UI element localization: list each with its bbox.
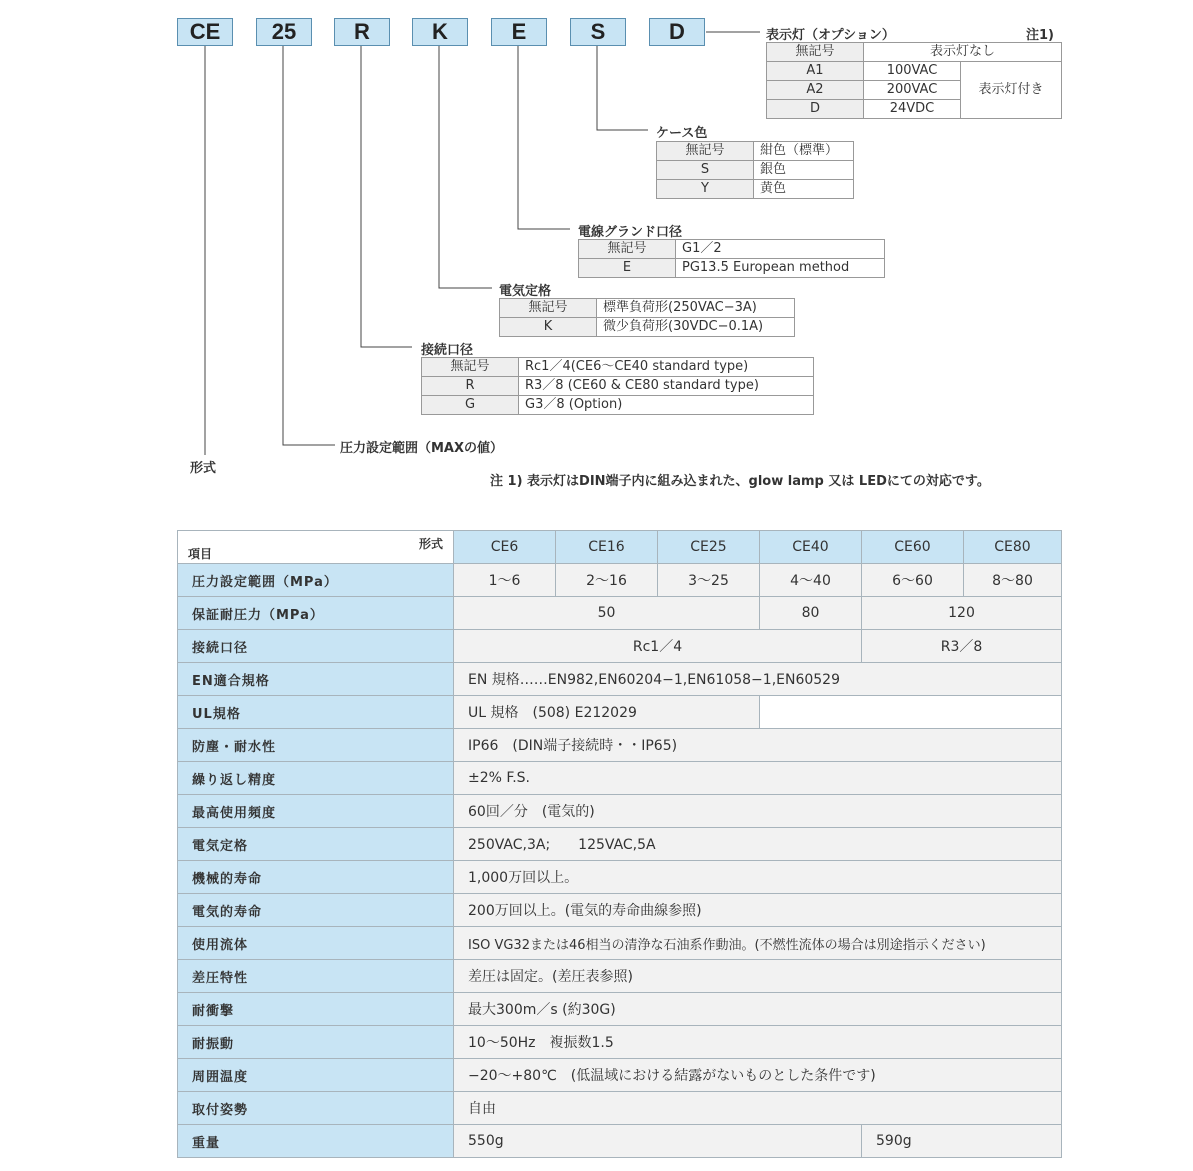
table-cell: 550g xyxy=(454,1125,862,1158)
line-rating xyxy=(439,45,492,288)
gland-code: 無記号 xyxy=(579,240,676,259)
table-cell: 4〜40 xyxy=(760,564,862,597)
rating-code: K xyxy=(500,318,597,337)
table-row xyxy=(178,1026,1062,1059)
rating-value: 標準負荷形(250VAC−3A) xyxy=(597,299,795,318)
table-row xyxy=(178,828,1062,861)
table-cell: 3〜25 xyxy=(658,564,760,597)
model-header: CE6 xyxy=(454,531,556,564)
table-row xyxy=(178,1125,1062,1158)
rating-code: 無記号 xyxy=(500,299,597,318)
code-box-k: K xyxy=(412,18,468,46)
model-label: 形式 xyxy=(190,461,217,476)
indicator-code: A2 xyxy=(767,81,864,100)
code-box-r: R xyxy=(334,18,390,46)
model-header: CE25 xyxy=(658,531,760,564)
case-color-value: 銀色 xyxy=(754,161,854,180)
row-header: 周囲温度 xyxy=(178,1059,454,1092)
spec-table xyxy=(177,530,1062,1158)
table-row xyxy=(178,630,1062,663)
table-row xyxy=(178,993,1062,1026)
port-table xyxy=(421,357,814,415)
table-row xyxy=(178,960,1062,993)
table-cell: 60回／分 (電気的) xyxy=(454,795,1062,828)
indicator-with-label: 表示灯付き xyxy=(961,62,1062,119)
row-header: 保証耐圧力（MPa） xyxy=(178,597,454,630)
table-cell: 80 xyxy=(760,597,862,630)
table-cell: R3／8 xyxy=(862,630,1062,663)
corner-model-label: 形式 xyxy=(418,537,443,551)
gland-value: G1／2 xyxy=(676,240,885,259)
port-title: 接続口径 xyxy=(421,343,474,358)
footnote: 注 1) 表示灯はDIN端子内に組み込まれた、glow lamp 又は LEDにての対応です。 xyxy=(490,474,990,489)
rating-title: 電気定格 xyxy=(499,284,552,299)
model-header: CE60 xyxy=(862,531,964,564)
table-cell: 最大300m／s (約30G) xyxy=(454,993,1062,1026)
table-cell: EN 規格……EN982,EN60204−1,EN61058−1,EN60529 xyxy=(454,663,1062,696)
row-header: 重量 xyxy=(178,1125,454,1158)
indicator-value: 200VAC xyxy=(864,81,961,100)
spec-corner xyxy=(178,531,454,564)
row-header: 差圧特性 xyxy=(178,960,454,993)
table-row xyxy=(178,1059,1062,1092)
port-value: Rc1／4(CE6〜CE40 standard type) xyxy=(519,358,814,377)
case-color-code: S xyxy=(657,161,754,180)
table-cell: ISO VG32または46相当の清浄な石油系作動油。(不燃性流体の場合は別途指示ください) xyxy=(454,927,1062,960)
gland-code: E xyxy=(579,259,676,278)
rating-value: 微少負荷形(30VDC−0.1A) xyxy=(597,318,795,337)
code-box-ce: CE xyxy=(177,18,233,46)
indicator-value: 24VDC xyxy=(864,100,961,119)
table-row xyxy=(178,795,1062,828)
table-row xyxy=(178,729,1062,762)
table-cell-empty xyxy=(760,696,1062,729)
table-cell: 自由 xyxy=(454,1092,1062,1125)
table-row xyxy=(178,696,1062,729)
code-box-d: D xyxy=(649,18,705,46)
row-header: 取付姿勢 xyxy=(178,1092,454,1125)
table-cell: 1,000万回以上。 xyxy=(454,861,1062,894)
row-header: 繰り返し精度 xyxy=(178,762,454,795)
table-cell: ±2% F.S. xyxy=(454,762,1062,795)
table-cell: UL 規格 (508) E212029 xyxy=(454,696,760,729)
code-box-e: E xyxy=(491,18,547,46)
spec-header-row xyxy=(178,531,1062,564)
table-row xyxy=(178,894,1062,927)
row-header: 圧力設定範囲（MPa） xyxy=(178,564,454,597)
table-cell: 200万回以上。(電気的寿命曲線参照) xyxy=(454,894,1062,927)
pressure-range-label: 圧力設定範囲（MAXの値） xyxy=(340,441,504,456)
case-color-code: 無記号 xyxy=(657,142,754,161)
code-box-25: 25 xyxy=(256,18,312,46)
line-case xyxy=(597,45,648,130)
row-header: 使用流体 xyxy=(178,927,454,960)
model-header: CE40 xyxy=(760,531,862,564)
case-color-code: Y xyxy=(657,180,754,199)
table-cell: 120 xyxy=(862,597,1062,630)
row-header: 接続口径 xyxy=(178,630,454,663)
corner-item-label: 項目 xyxy=(188,547,213,561)
table-row xyxy=(178,762,1062,795)
table-cell: IP66 (DIN端子接続時・・IP65) xyxy=(454,729,1062,762)
gland-title: 電線グランド口径 xyxy=(578,225,683,240)
row-header: 電気定格 xyxy=(178,828,454,861)
model-header: CE80 xyxy=(964,531,1062,564)
table-row xyxy=(178,1092,1062,1125)
row-header: 耐振動 xyxy=(178,1026,454,1059)
row-header: 電気的寿命 xyxy=(178,894,454,927)
line-port xyxy=(361,45,412,347)
case-color-value: 黄色 xyxy=(754,180,854,199)
row-header: 最高使用頻度 xyxy=(178,795,454,828)
indicator-value: 表示灯なし xyxy=(864,43,1062,62)
port-value: G3／8 (Option) xyxy=(519,396,814,415)
table-row xyxy=(178,663,1062,696)
case-color-table xyxy=(656,141,854,199)
gland-table xyxy=(578,239,885,278)
model-header: CE16 xyxy=(556,531,658,564)
row-header: 耐衝撃 xyxy=(178,993,454,1026)
indicator-code: A1 xyxy=(767,62,864,81)
case-color-value: 紺色（標準） xyxy=(754,142,854,161)
table-row xyxy=(178,597,1062,630)
row-header: EN適合規格 xyxy=(178,663,454,696)
line-gland xyxy=(518,45,570,229)
table-cell: 590g xyxy=(862,1125,1062,1158)
code-box-s: S xyxy=(570,18,626,46)
port-code: G xyxy=(422,396,519,415)
case-color-title: ケース色 xyxy=(656,126,708,141)
port-value: R3／8 (CE60 & CE80 standard type) xyxy=(519,377,814,396)
table-cell: 2〜16 xyxy=(556,564,658,597)
table-cell: 10〜50Hz 複振数1.5 xyxy=(454,1026,1062,1059)
indicator-title: 表示灯（オプション） xyxy=(766,28,895,43)
table-row xyxy=(178,861,1062,894)
row-header: 機械的寿命 xyxy=(178,861,454,894)
table-cell: 差圧は固定。(差圧表参照) xyxy=(454,960,1062,993)
table-row xyxy=(178,927,1062,960)
row-header: 防塵・耐水性 xyxy=(178,729,454,762)
row-header: UL規格 xyxy=(178,696,454,729)
table-cell: 6〜60 xyxy=(862,564,964,597)
indicator-code: 無記号 xyxy=(767,43,864,62)
port-code: 無記号 xyxy=(422,358,519,377)
indicator-code: D xyxy=(767,100,864,119)
table-cell: 250VAC,3A; 125VAC,5A xyxy=(454,828,1062,861)
indicator-note-ref: 注1) xyxy=(1026,28,1054,43)
table-cell: 50 xyxy=(454,597,760,630)
table-cell: Rc1／4 xyxy=(454,630,862,663)
indicator-value: 100VAC xyxy=(864,62,961,81)
table-row xyxy=(178,564,1062,597)
rating-table xyxy=(499,298,795,337)
table-cell: 8〜80 xyxy=(964,564,1062,597)
indicator-table xyxy=(766,42,1062,119)
table-cell: −20〜+80℃ (低温域における結露がないものとした条件です) xyxy=(454,1059,1062,1092)
port-code: R xyxy=(422,377,519,396)
table-cell: 1〜6 xyxy=(454,564,556,597)
gland-value: PG13.5 European method xyxy=(676,259,885,278)
line-pressure xyxy=(283,45,335,445)
